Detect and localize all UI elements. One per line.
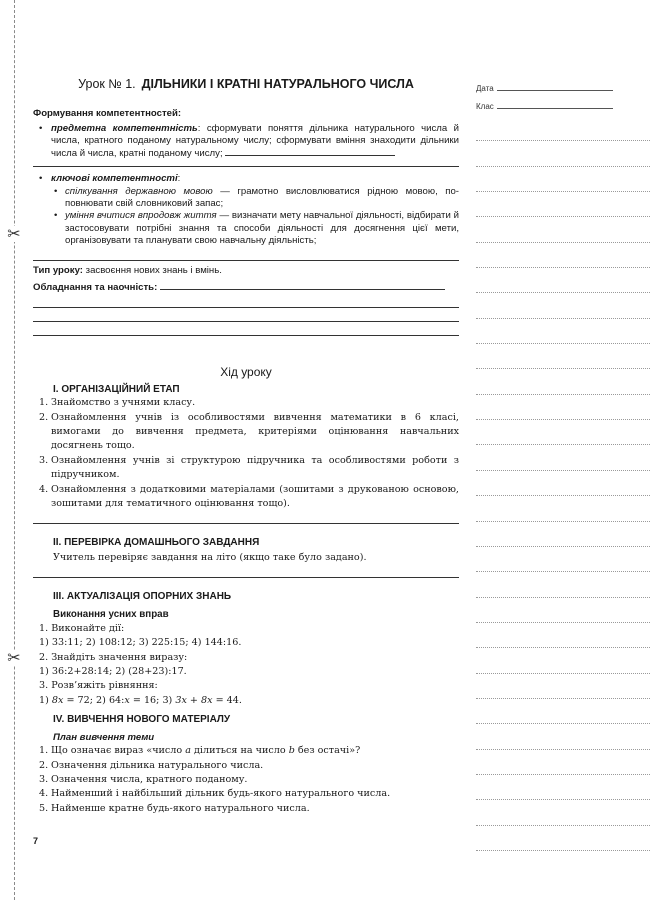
note-line[interactable] xyxy=(476,598,650,623)
note-line[interactable] xyxy=(476,623,650,648)
worksheet-main xyxy=(33,78,459,816)
key-competencies-list xyxy=(33,173,459,247)
blank-line[interactable] xyxy=(33,251,459,261)
note-line[interactable] xyxy=(476,369,650,394)
list-item xyxy=(33,759,459,773)
note-line[interactable] xyxy=(476,572,650,597)
item-number: 2. xyxy=(39,411,49,423)
note-line[interactable] xyxy=(476,800,650,825)
scissors-icon: ✂ xyxy=(2,226,26,242)
item-text: без остачі»? xyxy=(294,745,361,757)
math-var: 3x xyxy=(175,694,187,706)
exercise-answer: 1) 33:11; 2) 108:12; 3) 225:15; 4) 144:16. xyxy=(39,637,242,649)
item-number: 3. xyxy=(39,454,49,466)
item-number: 1. xyxy=(39,397,49,409)
competencies-heading: Формування компетентностей: xyxy=(33,108,182,120)
math-var: b xyxy=(288,745,295,757)
note-line[interactable] xyxy=(476,192,650,217)
note-line[interactable] xyxy=(476,471,650,496)
exercise-question: 2. Знайдіть значення виразу: xyxy=(39,651,188,663)
note-line[interactable] xyxy=(476,775,650,800)
lesson-title xyxy=(33,78,459,90)
class-label: Клас xyxy=(476,102,494,111)
equipment xyxy=(33,281,459,294)
blank-line[interactable] xyxy=(33,514,459,524)
item-number: 4. xyxy=(39,788,49,800)
cut-line xyxy=(14,0,15,900)
item-text: Знайомство з учнями класу. xyxy=(51,397,196,409)
key-item-text: — грамотно висловлюватися рідною мовою, поповнювати свій словниковий запас; xyxy=(65,185,459,210)
note-line[interactable] xyxy=(476,648,650,673)
key-item-term: уміння вчитися впродовж життя xyxy=(65,210,217,222)
item-number: 5. xyxy=(39,802,49,814)
lesson-number: Урок № 1. xyxy=(78,77,136,91)
equipment-label: Обладнання та наочність: xyxy=(33,281,158,293)
section1-list xyxy=(33,396,459,511)
item-text: Ознайомлення учнів із особливостями вивчення математики в 6 класі, вимогами до вивчення предмета, критеріями оцінювання навчальних досягнень тощо. xyxy=(51,411,459,452)
lesson-progress-title: Хід уроку xyxy=(220,364,272,379)
math-var: 8x xyxy=(51,694,64,706)
key-item xyxy=(51,186,459,211)
note-line[interactable] xyxy=(476,724,650,749)
blank-line[interactable] xyxy=(33,568,459,578)
competencies-list xyxy=(33,123,459,161)
list-item xyxy=(33,411,459,454)
note-line[interactable] xyxy=(476,496,650,521)
date-label: Дата xyxy=(476,84,494,93)
note-line[interactable] xyxy=(476,826,650,851)
note-line[interactable] xyxy=(476,547,650,572)
note-line[interactable] xyxy=(476,217,650,242)
note-line[interactable] xyxy=(476,141,650,166)
item-number: 3. xyxy=(39,774,49,786)
class-fill-line[interactable] xyxy=(497,100,613,109)
note-line[interactable] xyxy=(476,674,650,699)
item-text: ділиться на число xyxy=(190,745,289,757)
note-line[interactable] xyxy=(476,167,650,192)
note-line[interactable] xyxy=(476,445,650,470)
text-part: = 16; 3) xyxy=(129,694,176,706)
text-part: + xyxy=(186,694,201,706)
item-text: Означення дільника натурального числа. xyxy=(51,759,264,771)
subject-competency-text: : сформувати поняття дільника натурального числа й числа, кратного поданому натуральному числу; сформувати вміння знаходити дільники числа й числа, кратні поданому числу; xyxy=(51,122,459,160)
oral-exercises xyxy=(33,622,459,708)
item-text: Найменший і найбільший дільник будь-якого натурального числа. xyxy=(51,788,391,800)
item-text: Що означає вираз «число xyxy=(51,745,186,757)
exercise-question: 1. Виконайте дії: xyxy=(39,622,125,634)
section-title: III. АКТУАЛІЗАЦІЯ ОПОРНИХ ЗНАНЬ xyxy=(53,590,232,602)
item-text: Найменше кратне будь-якого натурального числа. xyxy=(51,802,310,814)
text-part: 1) xyxy=(39,694,52,706)
math-var: x xyxy=(124,694,130,706)
item-text: Ознайомлення учнів зі структурою підручника та особливостями роботи з підручником. xyxy=(51,454,459,481)
notes-sidebar xyxy=(476,80,650,851)
math-var: 8x xyxy=(201,694,213,706)
text-part: = 44. xyxy=(212,694,242,706)
key-competencies-sublist xyxy=(51,186,459,247)
item-number: 1. xyxy=(39,745,49,757)
item-number: 2. xyxy=(39,759,49,771)
exercise-answer xyxy=(39,694,459,708)
lesson-type-value: засвоєння нових знань і вмінь. xyxy=(83,265,222,277)
blank-line[interactable] xyxy=(33,326,459,336)
text-part: = 72; 2) 64: xyxy=(63,694,125,706)
exercise-answer: 1) 36:2+28:14; 2) (28+23):17. xyxy=(39,666,187,678)
key-competencies-term: ключові компетентності xyxy=(51,173,178,185)
notes-lines xyxy=(476,116,650,851)
list-item xyxy=(33,802,459,816)
note-line[interactable] xyxy=(476,750,650,775)
section4-list xyxy=(33,744,459,816)
note-line[interactable] xyxy=(476,395,650,420)
key-item-text: — визначати мету навчальної діяльності, відбирати й застосовувати потрібні знання та способи діяльності для досягнення цієї мети, організовувати та планувати свою навчальну діяльність; xyxy=(65,210,459,246)
section-subtitle: План вивчення теми xyxy=(53,732,155,744)
exercise-question: 3. Розв’яжіть рівняння: xyxy=(39,680,158,692)
key-competencies-colon: : xyxy=(177,173,181,185)
item-text: Ознайомлення з додатковими матеріалами (зошитами з друкованою основою, зошитами для тематичного оцінювання тощо). xyxy=(51,483,459,509)
section-title: IV. ВИВЧЕННЯ НОВОГО МАТЕРІАЛУ xyxy=(53,714,231,726)
section-subtitle: Виконання усних вправ xyxy=(53,608,169,620)
lesson-topic: ДІЛЬНИКИ І КРАТНІ НАТУРАЛЬНОГО ЧИСЛА xyxy=(141,77,414,91)
blank-line[interactable] xyxy=(33,312,459,322)
note-line[interactable] xyxy=(476,522,650,547)
lesson-type xyxy=(33,265,459,277)
note-line[interactable] xyxy=(476,344,650,369)
divider xyxy=(33,160,459,167)
note-line[interactable] xyxy=(476,293,650,318)
list-item xyxy=(33,787,459,801)
section2-text: Учитель перевіряє завдання на літо (якщо таке було задано). xyxy=(53,552,367,564)
date-field xyxy=(476,80,650,98)
list-item xyxy=(33,483,459,512)
date-fill-line[interactable] xyxy=(497,82,613,91)
list-item xyxy=(33,773,459,787)
note-line[interactable] xyxy=(476,420,650,445)
note-line[interactable] xyxy=(476,243,650,268)
section-title: II. ПЕРЕВІРКА ДОМАШНЬОГО ЗАВДАННЯ xyxy=(53,537,260,549)
class-field xyxy=(476,98,650,116)
key-item-term: спілкування державною мовою xyxy=(65,185,213,197)
page-number: 7 xyxy=(33,836,39,846)
subject-competency-term: предметна компетентність xyxy=(51,122,198,134)
item-text: Означення числа, кратного поданому. xyxy=(51,774,248,786)
section-title: I. ОРГАНІЗАЦІЙНИЙ ЕТАП xyxy=(53,384,180,396)
lesson-type-label: Тип уроку: xyxy=(33,265,83,277)
math-var: a xyxy=(185,745,191,757)
note-line[interactable] xyxy=(476,699,650,724)
key-item xyxy=(51,210,459,247)
item-number: 4. xyxy=(39,483,49,495)
list-item xyxy=(33,454,459,483)
equipment-fill-line[interactable] xyxy=(160,281,445,290)
note-line[interactable] xyxy=(476,116,650,141)
subject-competency xyxy=(33,123,459,161)
scissors-icon: ✂ xyxy=(2,650,26,666)
list-item xyxy=(33,396,459,410)
note-line[interactable] xyxy=(476,268,650,293)
list-item xyxy=(33,744,459,758)
blank-line[interactable] xyxy=(33,298,459,308)
key-competencies xyxy=(33,173,459,247)
fill-in-line[interactable] xyxy=(225,147,395,156)
note-line[interactable] xyxy=(476,319,650,344)
